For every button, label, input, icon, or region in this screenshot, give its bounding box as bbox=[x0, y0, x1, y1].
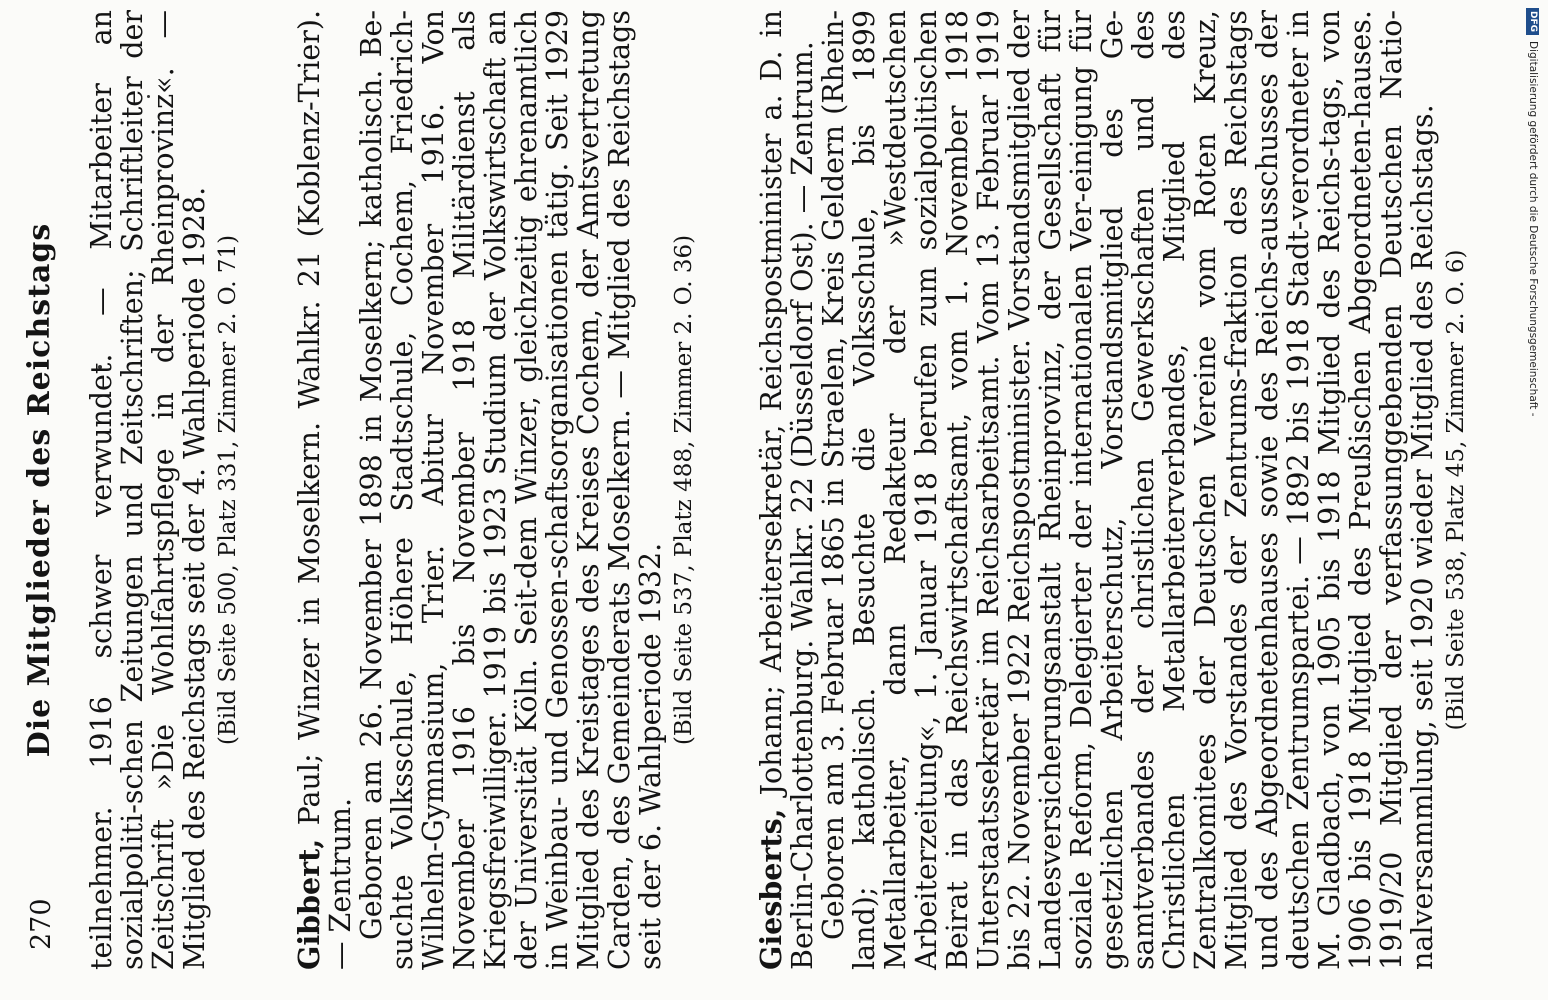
digitization-text: Digitalisierung gefördert durch die Deutsche Forschungsgemeinschaft - bbox=[1527, 41, 1539, 417]
running-head: Die Mitglieder des Reichstags bbox=[22, 222, 57, 758]
picture-note: (Bild Seite 538, Platz 45, Zimmer 2. O. 6) bbox=[1443, 249, 1469, 731]
member-name: Gibbert, bbox=[292, 838, 326, 970]
picture-note: (Bild Seite 500, Platz 331, Zimmer 2. O. 71) bbox=[215, 234, 241, 746]
biography-entry bbox=[756, 10, 1470, 970]
entry-body: Geboren am 3. Februar 1865 in Straelen, Kreis Geldern (Rhein-land); katholisch. Besuchte die Volksschule, bis 1899 Metallarbeiter, dann Redakteur der »Westdeutschen Arbeiterzeitung«, 1. Januar 1918 berufen zum sozialpolitischen Beirat in das Reichswirtschaftsamt, vom 1. November 1918 Unterstaatssekretär im Reichsarbeitsamt. Vom 13. Februar 1919 bis 22. November 1922 Reichspostminister. Vorstandsmitglied der Landesversicherungsanstalt Rheinprovinz, der Gesellschaft für soziale Reform, Delegierter der internationalen Ver-einigung für gesetzlichen Arbeiterschutz, Vorstandsmitglied des Ge-samtverbandes der christlichen Gewerkschaften und des Christlichen Metallarbeiterverbandes, Mitglied des Zentralkomitees der Deutschen Vereine vom Roten Kreuz, Mitglied des Vorstandes der Zentrums-fraktion des Reichstags und des Abgeordnetenhauses sowie des Reichs-ausschusses der deutschen Zentrumspartei. — 1892 bis 1918 Stadt-verordneter in M. Gladbach, von 1905 bis 1918 Mitglied des Reichs-tags, von 1906 bis 1918 Mitglied des Preußischen Abgeordneten-hauses. 1919/20 Mitglied der verfassunggebenden Deutschen Natio-nalversammlung, seit 1920 wieder Mitglied des Reichstags. bbox=[817, 10, 1439, 970]
digitization-note bbox=[1526, 8, 1540, 993]
book-page-rotated bbox=[20, 10, 1469, 970]
entry-heading bbox=[294, 10, 356, 970]
member-intro: Paul; Winzer in Moselkern. Wahlkr. 21 (Koblenz-Trier). — Zentrum. bbox=[293, 10, 357, 970]
entry-spacer bbox=[698, 10, 756, 970]
member-name: Giesberts, bbox=[754, 808, 788, 970]
entry-heading bbox=[756, 10, 818, 970]
dfg-logo: DFG bbox=[1527, 8, 1540, 35]
page-number: 270 bbox=[26, 898, 57, 950]
member-intro: Johann; Arbeitersekretär, Reichspostminister a. D. in Berlin-Charlottenburg. Wahlkr. 22 (Düsseldorf Ost). — Zentrum. bbox=[755, 10, 819, 970]
entry-spacer bbox=[242, 10, 294, 970]
page-header bbox=[20, 10, 64, 970]
picture-note: (Bild Seite 537, Platz 488, Zimmer 2. O. 36) bbox=[671, 234, 697, 746]
entry-body: Geboren am 26. November 1898 in Moselkern; katholisch. Be-suchte Volksschule, Höhere Stadtschule, Cochem, Friedrich-Wilhelm-Gymnasium, Trier. Abitur November 1916. Von November 1916 bis November 1918 Militärdienst als Kriegsfreiwilliger. 1919 bis 1923 Studium der Volkswirtschaft an der Universität Köln. Seit-dem Winzer, gleichzeitig ehrenamtlich in Weinbau- und Genossen-schaftsorganisationen tätig. Seit 1929 Mitglied des Kreistages des Kreises Cochem, der Amtsvertretung Carden, des Gemeinderats Moselkern. — Mitglied des Reichstags seit der 6. Wahlperiode 1932. bbox=[355, 10, 667, 970]
continuation-text: teilnehmer. 1916 schwer verwundet. — Mitarbeiter an sozialpoliti-schen Zeitungen und Zeitschriften; Schriftleiter der Zeitschrift »Die Wohlfahrtspflege in der Rheinprovinz«. — Mitglied des Reichstags seit der 4. Wahlperiode 1928. bbox=[85, 10, 211, 970]
biography-entry bbox=[294, 10, 698, 970]
